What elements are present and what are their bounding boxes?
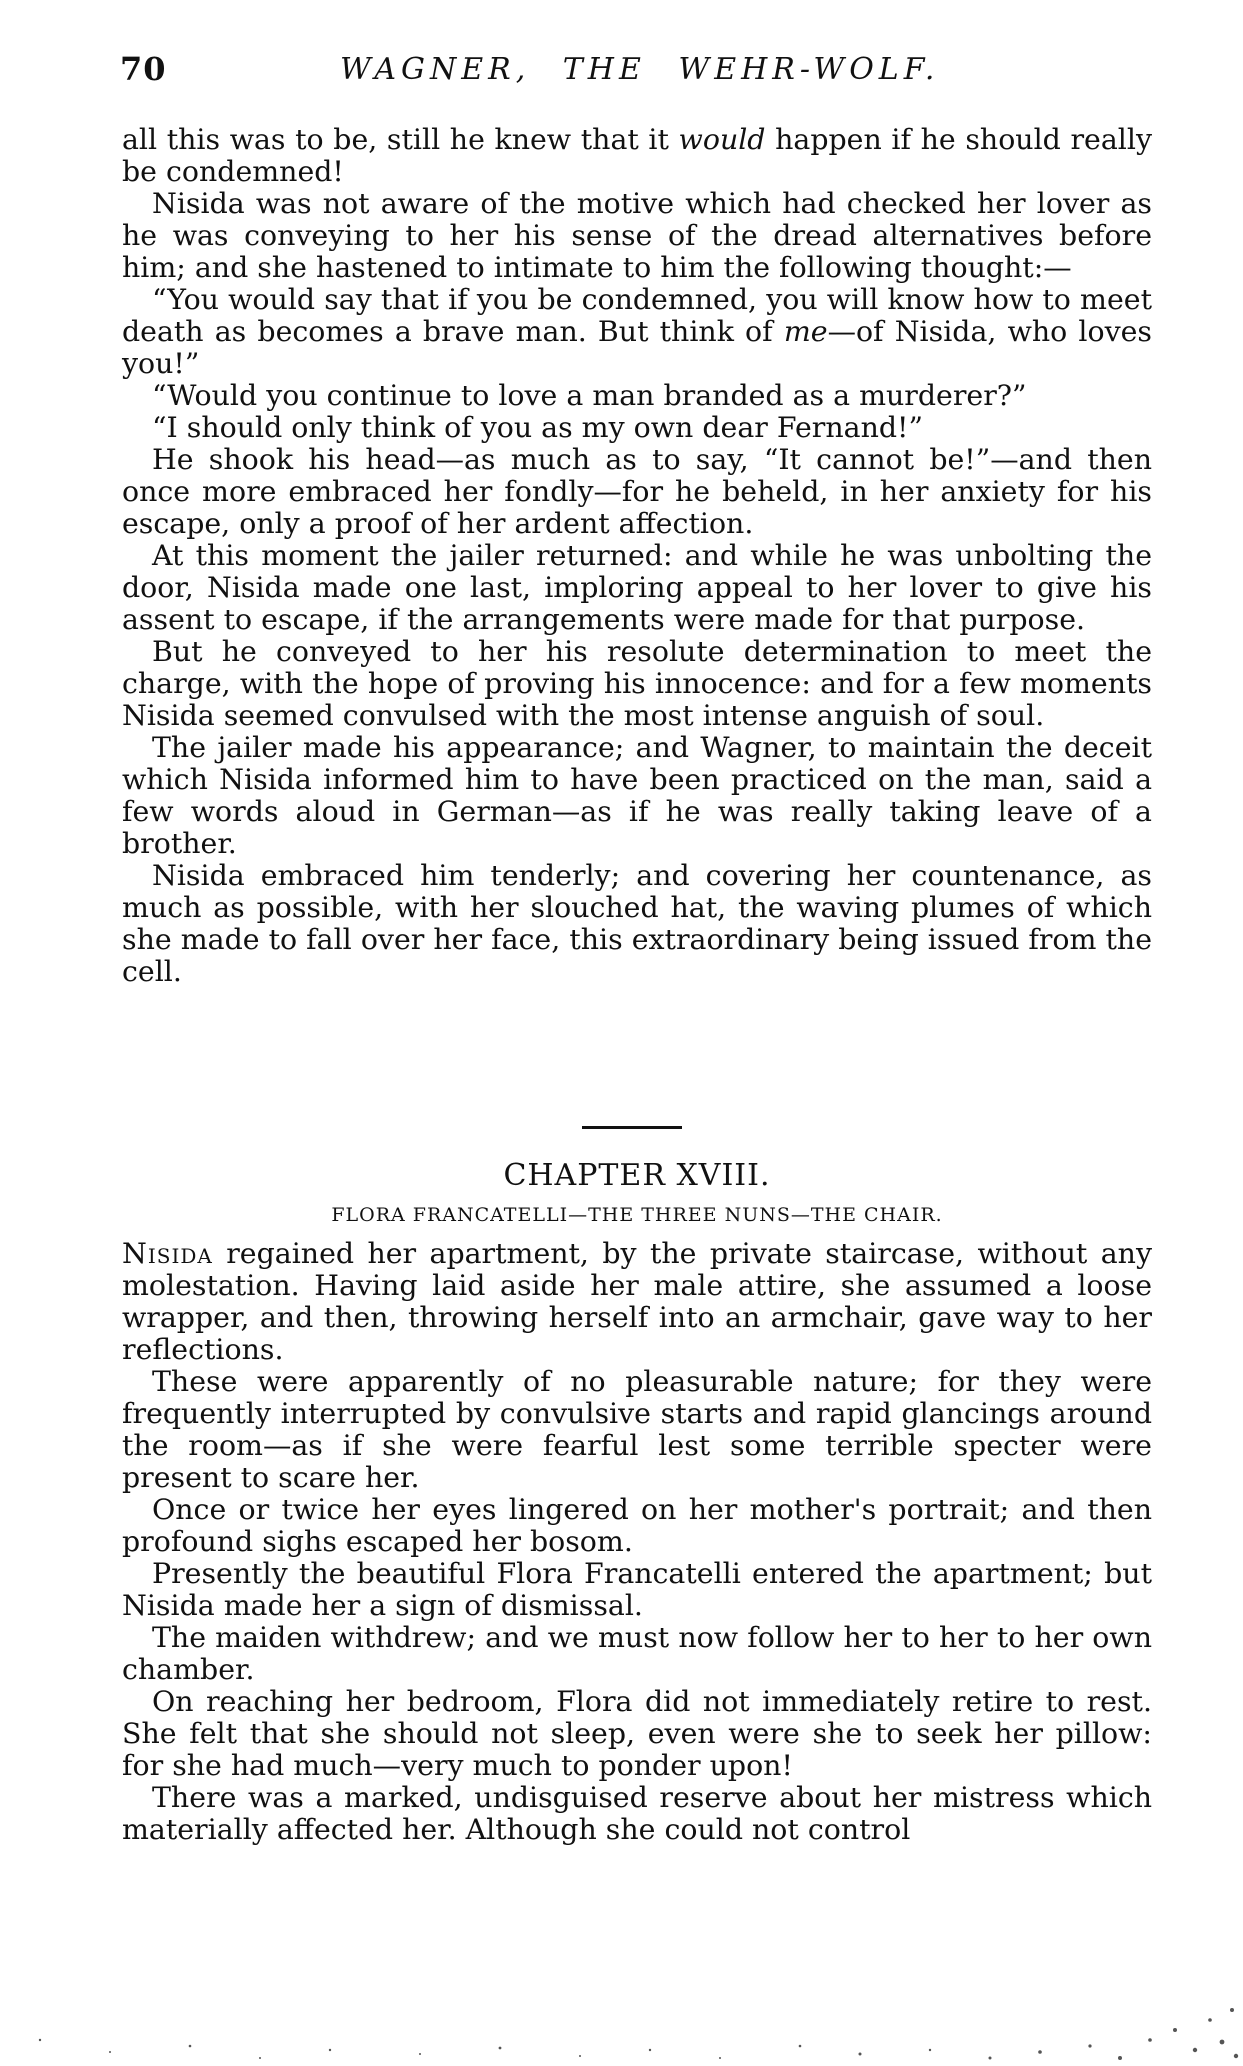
section-one-text — [122, 124, 1152, 988]
paragraph — [122, 1238, 1152, 1366]
paragraph-text: “You would say that if you be condemned, you will know how to meet death as becomes a brave man. But think of — [122, 283, 1152, 348]
paragraph: But he conveyed to her his resolute determination to meet the charge, with the hope of proving his innocence: and for a few moments Nisida seemed convulsed with the most intense anguish of soul. — [122, 635, 1152, 732]
paragraph-text: —of Nisida, who loves you!” — [122, 315, 1152, 380]
emphasis-text: me — [783, 315, 828, 348]
paragraph: These were apparently of no pleasurable nature; for they were frequently interrupted by convulsive starts and rapid glancings around the room—as if she were fearful lest some terrible specter were present to scare her. — [122, 1365, 1152, 1494]
paragraph: Once or twice her eyes lingered on her mother's portrait; and then profound sighs escaped her bosom. — [122, 1493, 1152, 1558]
paragraph: He shook his head—as much as to say, “It cannot be!”—and then once more embraced her fondly—for he beheld, in her anxiety for his escape, only a proof of her ardent affection. — [122, 443, 1152, 540]
paragraph-text: happen if he should really be condemned! — [122, 123, 1152, 188]
chapter-title: CHAPTER XVIII. — [503, 1158, 771, 1193]
paragraph: “I should only think of you as my own dear Fernand!” — [152, 411, 923, 444]
paragraph: At this moment the jailer returned: and while he was unbolting the door, Nisida made one last, imploring appeal to her lover to give his assent to escape, if the arrangements were made for that purpose. — [122, 539, 1152, 636]
section-divider — [582, 1126, 682, 1129]
paragraph: Nisida embraced him tenderly; and covering her countenance, as much as possible, with her slouched hat, the waving plumes of which she made to fall over her face, this extraordinary being issued from the cell. — [122, 859, 1152, 988]
emphasis-text: would — [678, 123, 766, 156]
paragraph: On reaching her bedroom, Flora did not immediately retire to rest. She felt that she should not sleep, even were she to seek her pillow: for she had much—very much to ponder upon! — [122, 1685, 1152, 1782]
paragraph: “Would you continue to love a man branded as a murderer?” — [152, 379, 1027, 412]
section-two-text — [122, 1238, 1152, 1846]
page-number: 70 — [120, 50, 167, 88]
paragraph: The jailer made his appearance; and Wagner, to maintain the deceit which Nisida informed him to have been practiced on the man, said a few words aloud in German—as if he was really taking leave of a brother. — [122, 731, 1152, 860]
scan-noise — [0, 1980, 1243, 2066]
paragraph: There was a marked, undisguised reserve about her mistress which materially affected her. Although she could not control — [122, 1781, 1152, 1846]
running-title: WAGNER, THE WEHR-WOLF. — [340, 52, 940, 87]
page-header — [120, 50, 1150, 100]
paragraph — [122, 284, 1152, 380]
lead-word: Nisida — [122, 1237, 213, 1270]
paragraph-text: regained her apartment, by the private staircase, without any molestation. Having laid aside her male attire, she assumed a loose wrapper, and then, throwing herself into an armchair, gave way to her reflections. — [122, 1237, 1152, 1366]
paragraph-text: all this was to be, still he knew that it — [122, 123, 679, 156]
paragraph: Presently the beautiful Flora Francatelli entered the apartment; but Nisida made her a sign of dismissal. — [122, 1557, 1152, 1622]
chapter-subtitle: FLORA FRANCATELLI—THE THREE NUNS—THE CHAIR. — [331, 1204, 943, 1226]
paragraph: Nisida was not aware of the motive which had checked her lover as he was conveying to her his sense of the dread alternatives before him; and she hastened to intimate to him the following thought:— — [122, 187, 1152, 284]
paragraph: The maiden withdrew; and we must now follow her to her to her own chamber. — [122, 1621, 1152, 1686]
paragraph — [122, 124, 1152, 188]
